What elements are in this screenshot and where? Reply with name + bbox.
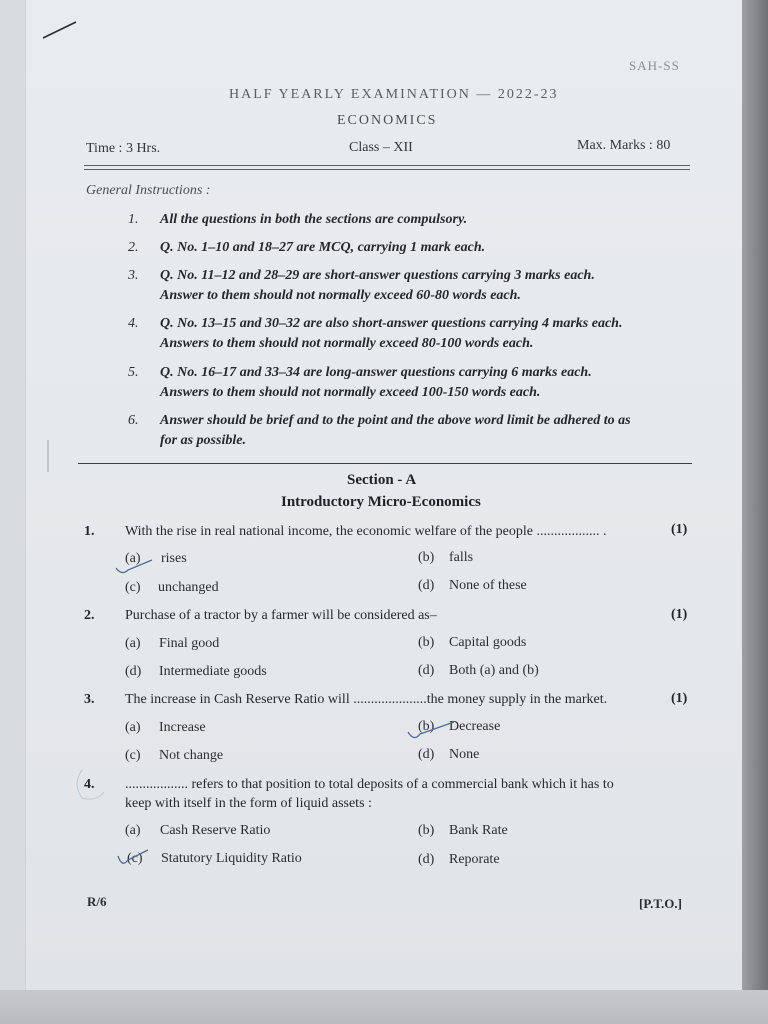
circle-mark-icon bbox=[72, 766, 112, 802]
option-text: None of these bbox=[449, 578, 527, 593]
option-text: Increase bbox=[159, 720, 206, 735]
instruction-text: Q. No. 13–15 and 30–32 are also short-answer questions carrying 4 marks each. Answers to them should not normally exceed 80-100 words each. bbox=[160, 316, 623, 351]
option-label: (b) bbox=[418, 823, 435, 838]
question-marks: (1) bbox=[671, 522, 688, 537]
instruction-number: 1. bbox=[128, 212, 139, 227]
tick-mark-icon bbox=[112, 554, 172, 580]
option-text: Capital goods bbox=[449, 635, 527, 650]
option-text: Both (a) and (b) bbox=[449, 663, 539, 678]
section-divider bbox=[78, 463, 692, 464]
option-text: Reporate bbox=[449, 852, 500, 867]
question-marks: (1) bbox=[671, 691, 688, 706]
margin-pen-mark bbox=[44, 438, 52, 474]
instruction-text: Q. No. 11–12 and 28–29 are short-answer questions carrying 3 marks each. Answer to them should not normally exceed 60-80 words each. bbox=[160, 268, 595, 303]
header-rule-top bbox=[84, 165, 690, 166]
option-label: (b) bbox=[418, 635, 435, 650]
option-text: Intermediate goods bbox=[159, 664, 267, 679]
option-label: (a) bbox=[125, 551, 141, 566]
option-label: (d) bbox=[418, 578, 435, 593]
instruction-number: 6. bbox=[128, 413, 139, 428]
tick-mark-icon bbox=[114, 846, 154, 870]
question-text: The increase in Cash Reserve Ratio will .....................the money supply in the market. bbox=[125, 692, 608, 707]
instruction-number: 3. bbox=[128, 268, 139, 283]
option-label: (d) bbox=[125, 664, 142, 679]
question-number: 2. bbox=[84, 608, 95, 623]
instruction-text: All the questions in both the sections are compulsory. bbox=[160, 212, 468, 227]
instruction-number: 5. bbox=[128, 365, 139, 380]
section-title: Section - A bbox=[347, 472, 417, 488]
option-label: (c) bbox=[125, 748, 141, 763]
option-label: (a) bbox=[125, 823, 141, 838]
instruction-text: Answer should be brief and to the point and the above word limit be adhered to as for as possible. bbox=[160, 413, 631, 448]
section-subtitle: Introductory Micro-Economics bbox=[281, 494, 481, 510]
option-label: (b) bbox=[418, 719, 435, 734]
option-text: Statutory Liquidity Ratio bbox=[161, 851, 302, 866]
option-text: rises bbox=[161, 551, 187, 566]
question-text: With the rise in real national income, the economic welfare of the people .................. . bbox=[125, 524, 607, 539]
option-text: Decrease bbox=[449, 719, 501, 734]
option-text: Cash Reserve Ratio bbox=[160, 823, 271, 838]
option-text: unchanged bbox=[158, 580, 219, 595]
option-text: falls bbox=[449, 550, 474, 565]
instruction-text: Q. No. 1–10 and 18–27 are MCQ, carrying 1 mark each. bbox=[160, 240, 486, 255]
instructions-heading: General Instructions : bbox=[86, 183, 211, 198]
instruction-text: Q. No. 16–17 and 33–34 are long-answer questions carrying 6 marks each. Answers to them should not normally exceed 100-150 words each. bbox=[160, 365, 592, 400]
option-label: (b) bbox=[418, 550, 435, 565]
header-rule-bottom bbox=[84, 169, 690, 170]
tick-mark-icon bbox=[404, 718, 474, 744]
question-marks: (1) bbox=[671, 607, 688, 622]
pen-stroke-mark bbox=[40, 18, 80, 42]
class-label: Class – XII bbox=[349, 140, 413, 155]
question-number: 4. bbox=[84, 777, 95, 792]
option-label: (a) bbox=[125, 720, 141, 735]
question-text: .................. refers to that position to total deposits of a commercial bank which it has to keep with itself in the form of liquid assets : bbox=[125, 777, 614, 811]
subject-title: ECONOMICS bbox=[337, 113, 438, 128]
pto-label: [P.T.O.] bbox=[639, 896, 682, 911]
question-number: 1. bbox=[84, 524, 95, 539]
option-label: (d) bbox=[418, 852, 435, 867]
page-bottom-shadow bbox=[0, 990, 768, 1024]
question-number: 3. bbox=[84, 692, 95, 707]
paper-code: SAH-SS bbox=[629, 58, 680, 73]
max-marks: Max. Marks : 80 bbox=[577, 138, 671, 153]
option-label: (c) bbox=[127, 851, 143, 866]
exam-title: HALF YEARLY EXAMINATION — 2022-23 bbox=[229, 87, 559, 102]
page-code: R/6 bbox=[87, 894, 107, 909]
option-label: (a) bbox=[125, 636, 141, 651]
option-label: (d) bbox=[418, 747, 435, 762]
question-text: Purchase of a tractor by a farmer will be considered as– bbox=[125, 608, 437, 623]
option-label: (c) bbox=[125, 580, 141, 595]
option-text: None bbox=[449, 747, 480, 762]
page-edge-shadow bbox=[742, 0, 768, 1024]
option-text: Bank Rate bbox=[449, 823, 508, 838]
option-text: Final good bbox=[159, 636, 220, 651]
instruction-number: 4. bbox=[128, 316, 139, 331]
instruction-number: 2. bbox=[128, 240, 139, 255]
option-text: Not change bbox=[159, 748, 224, 763]
option-label: (d) bbox=[418, 663, 435, 678]
time-allowed: Time : 3 Hrs. bbox=[86, 141, 161, 156]
